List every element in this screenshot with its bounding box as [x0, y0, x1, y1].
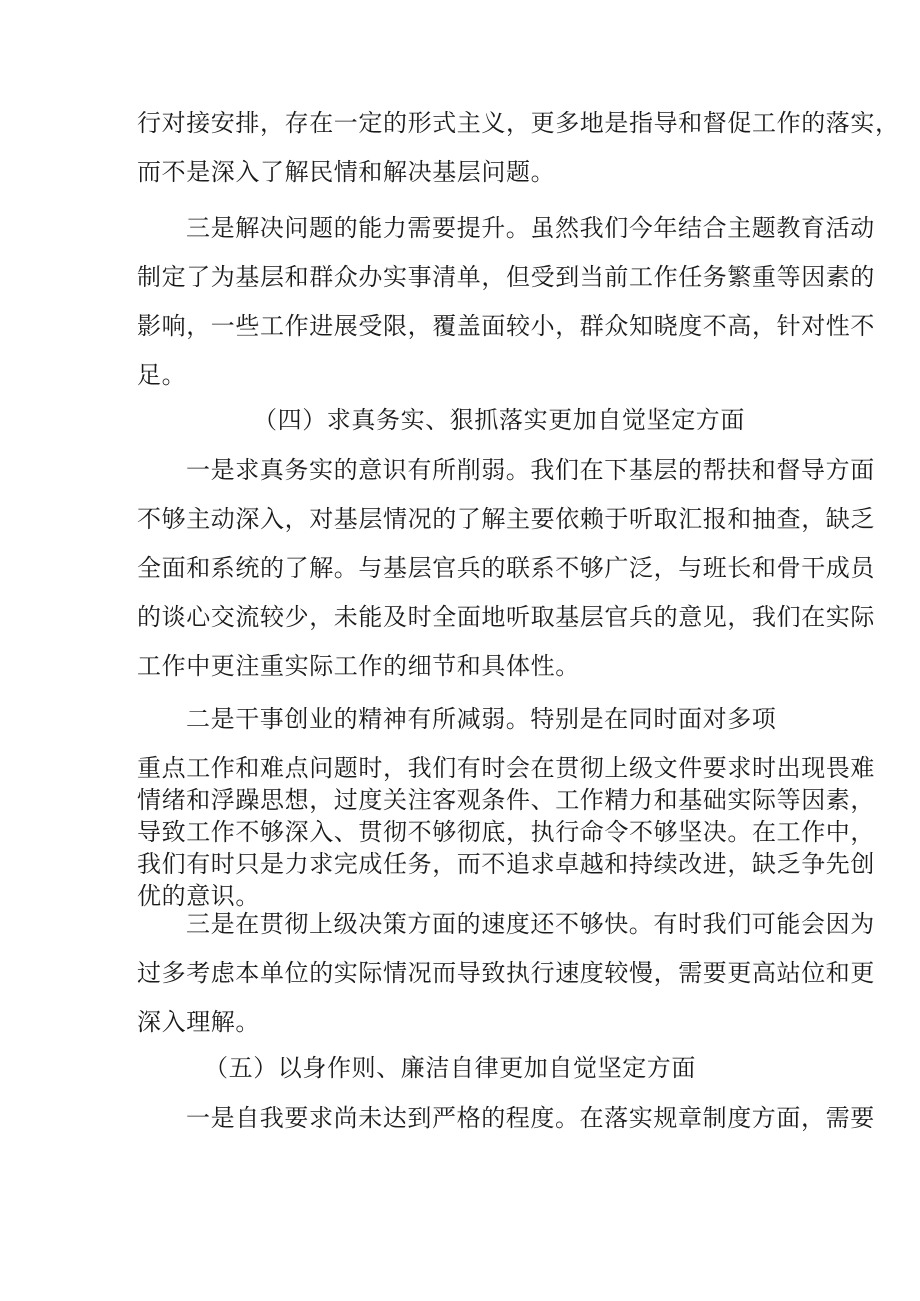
paragraph-line: 导致工作不够深入、贯彻不够彻底，执行命令不够坚决。在工作中， — [137, 818, 875, 846]
paragraph-first-line: 一是求真务实的意识有所削弱。我们在下基层的帮扶和督导方面 — [186, 456, 875, 484]
section-heading-4: （四）求真务实、狠抓落实更加自觉坚定方面 — [253, 406, 745, 434]
paragraph-line: 而不是深入了解民情和解决基层问题。 — [137, 158, 556, 186]
paragraph-line: 的谈心交流较少，未能及时全面地听取基层官兵的意见，我们在实际 — [137, 603, 875, 631]
paragraph-first-line: 一是自我要求尚未达到严格的程度。在落实规章制度方面，需要 — [186, 1104, 875, 1132]
paragraph-first-line: 三是解决问题的能力需要提升。虽然我们今年结合主题教育活动 — [186, 214, 875, 242]
paragraph-line: 全面和系统的了解。与基层官兵的联系不够广泛，与班长和骨干成员 — [137, 554, 875, 582]
paragraph-first-line: 二是干事创业的精神有所减弱。特别是在同时面对多项 — [186, 705, 777, 733]
paragraph-first-line: 三是在贯彻上级决策方面的速度还不够快。有时我们可能会因为 — [186, 910, 875, 938]
paragraph-line: 深入理解。 — [137, 1008, 260, 1036]
paragraph-line: 重点工作和难点问题时，我们有时会在贯彻上级文件要求时出现畏难 — [137, 754, 875, 782]
paragraph-line: 优的意识。 — [137, 882, 260, 910]
section-heading-5: （五）以身作则、廉洁自律更加自觉坚定方面 — [204, 1054, 696, 1082]
paragraph-line: 影响，一些工作进展受限，覆盖面较小，群众知晓度不高，针对性不 — [137, 312, 875, 340]
paragraph-line: 不够主动深入，对基层情况的了解主要依赖于听取汇报和抽查，缺乏 — [137, 505, 875, 533]
paragraph-line: 我们有时只是力求完成任务，而不追求卓越和持续改进，缺乏争先创 — [137, 850, 875, 878]
paragraph-line: 足。 — [137, 361, 187, 389]
paragraph-line: 情绪和浮躁思想，过度关注客观条件、工作精力和基础实际等因素， — [137, 786, 875, 814]
paragraph-line: 行对接安排，存在一定的形式主义，更多地是指导和督促工作的落实， — [137, 109, 900, 137]
paragraph-line: 制定了为基层和群众办实事清单，但受到当前工作任务繁重等因素的 — [137, 263, 875, 291]
paragraph-line: 工作中更注重实际工作的细节和具体性。 — [137, 652, 580, 680]
paragraph-line: 过多考虑本单位的实际情况而导致执行速度较慢，需要更高站位和更 — [137, 959, 875, 987]
